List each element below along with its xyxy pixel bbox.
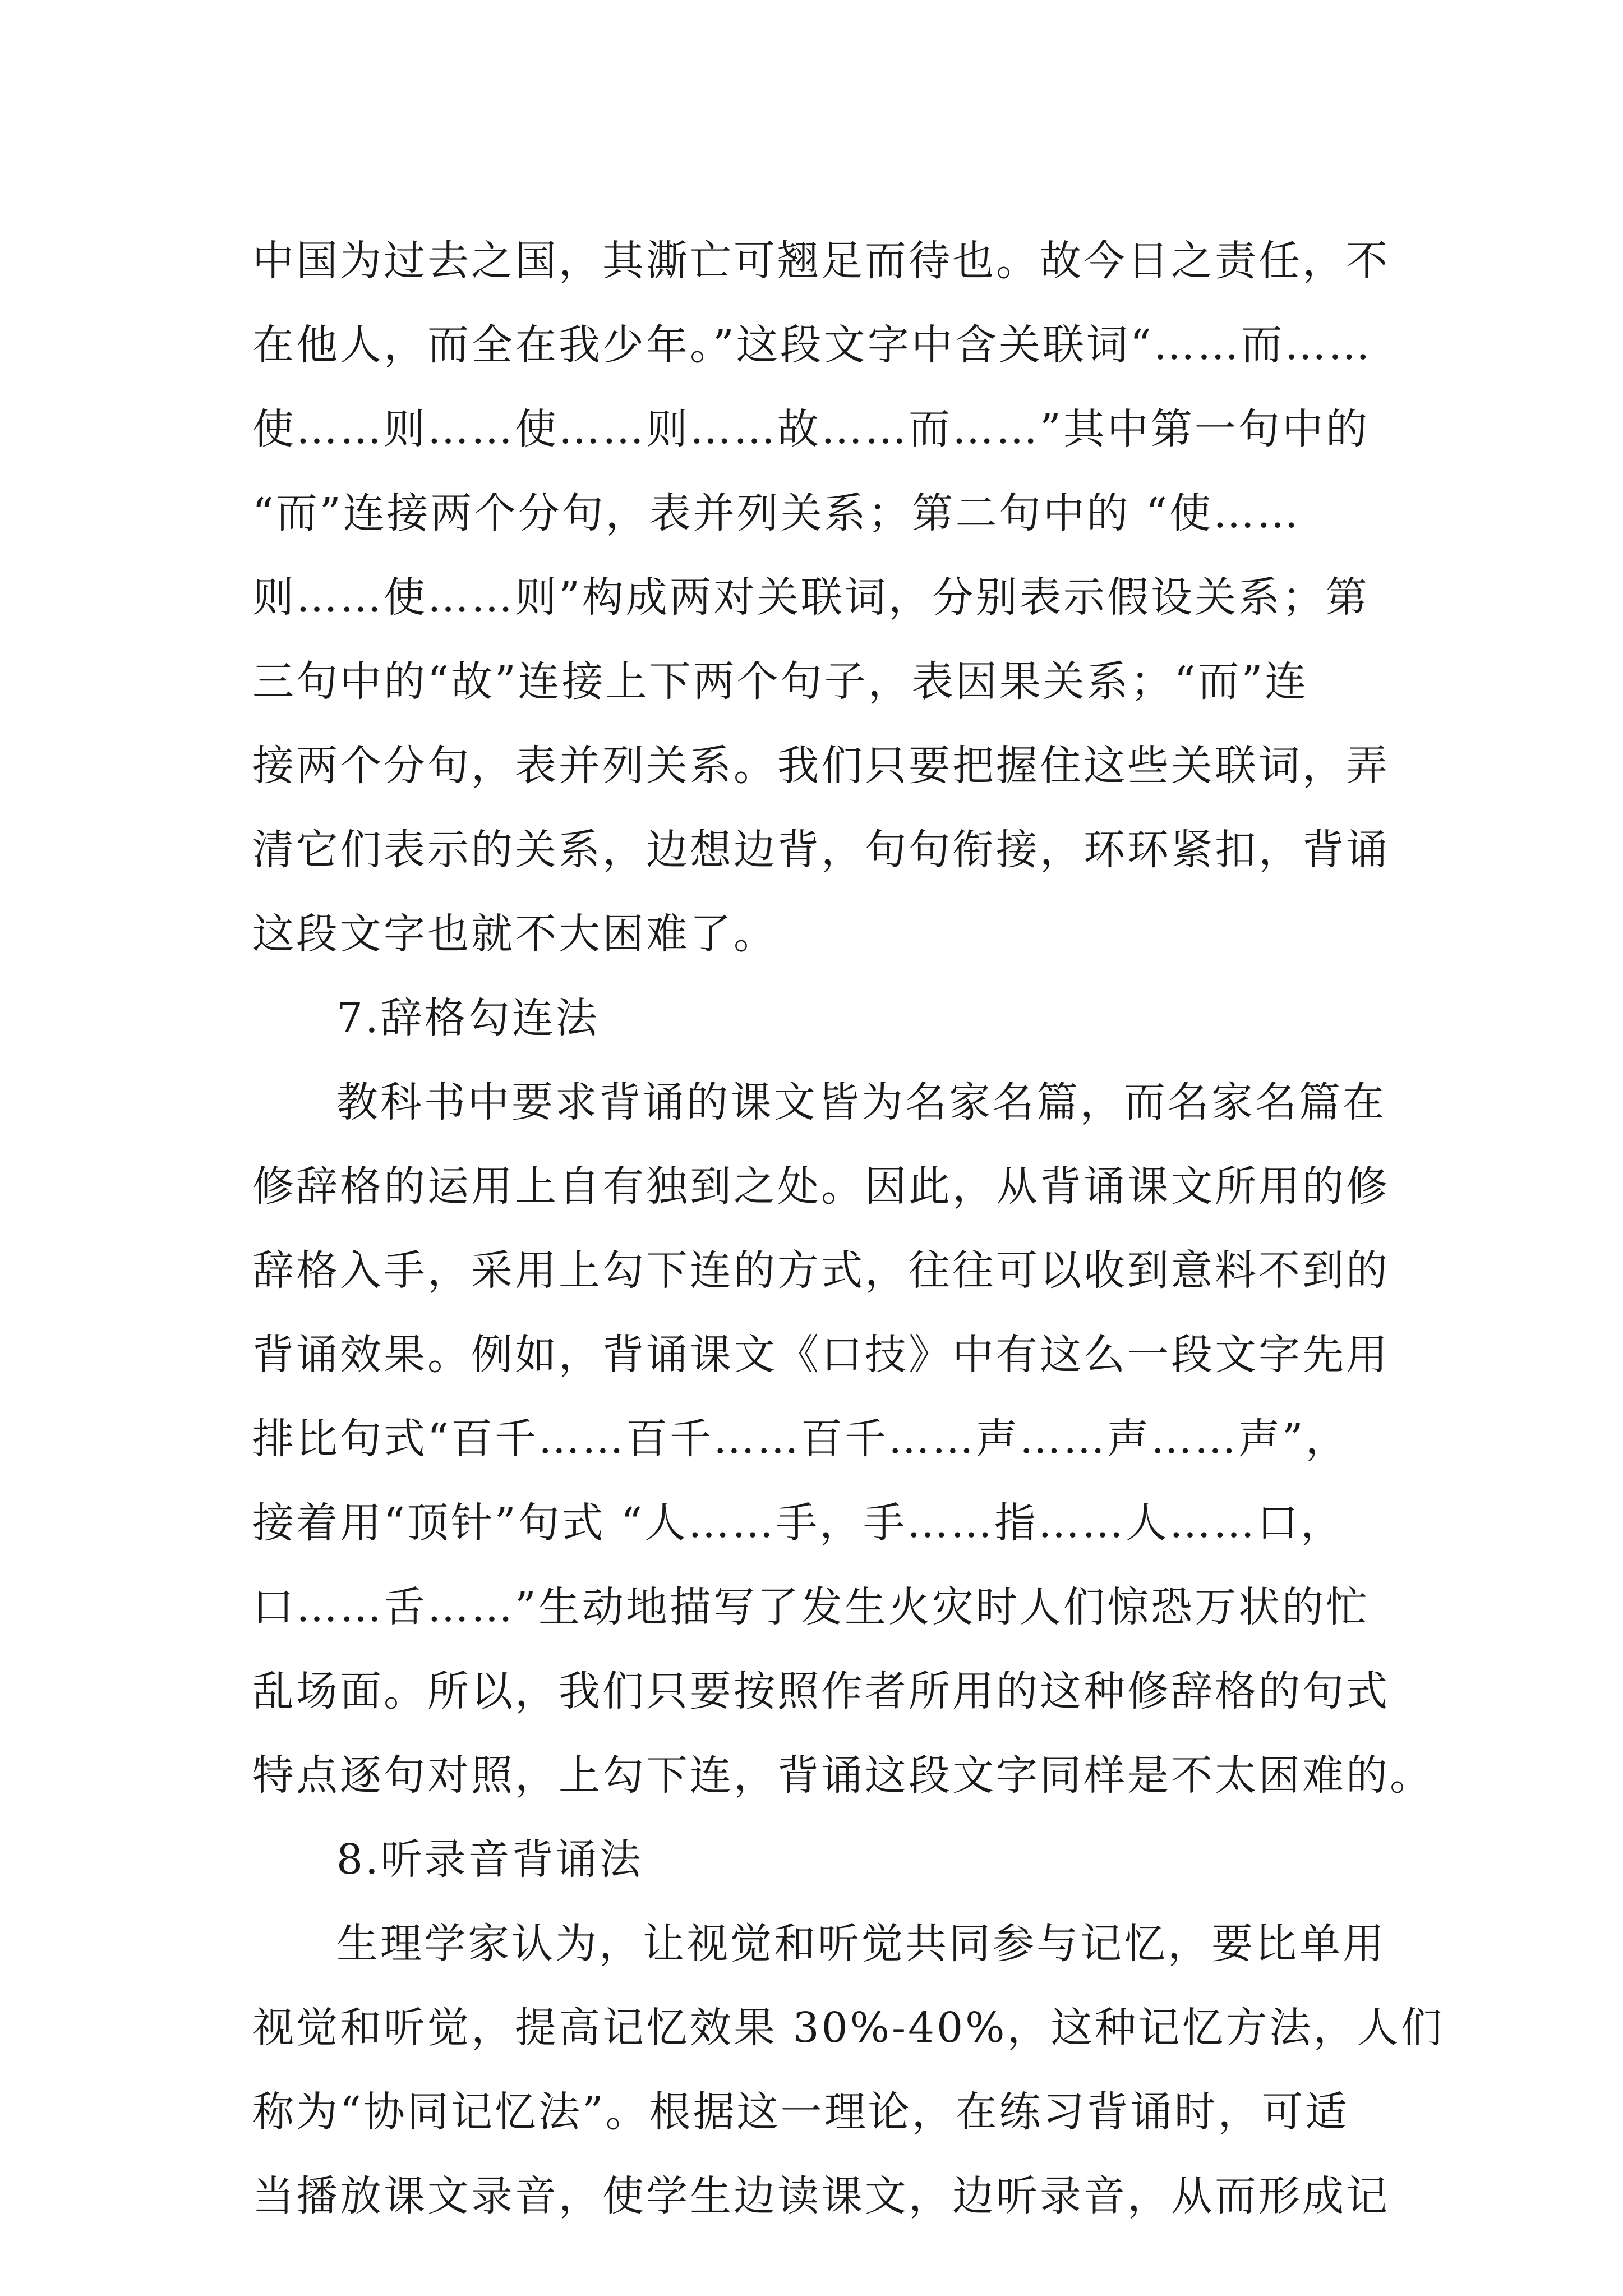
text-line: 视觉和听觉，提高记忆效果 30%-40%，这种记忆方法，人们 <box>252 2004 1445 2052</box>
text-line: 三句中的“故”连接上下两个句子，表因果关系；“而”连 <box>252 657 1309 706</box>
text-line: 接着用“顶针”句式 “人……手，手……指……人……口， <box>252 1499 1345 1547</box>
section-heading: 7.辞格勾连法 <box>336 994 600 1042</box>
text-line: 接两个分句，表并列关系。我们只要把握住这些关联词，弄 <box>252 742 1390 790</box>
text-line: 这段文字也就不大困难了。 <box>252 910 777 958</box>
body-text <box>252 219 1445 2238</box>
text-line: 背诵效果。例如，背诵课文《口技》中有这么一段文字先用 <box>252 1331 1390 1379</box>
text-line: 修辞格的运用上自有独到之处。因此，从背诵课文所用的修 <box>252 1162 1390 1211</box>
paragraph-first-line: 生理学家认为，让视觉和听觉共同参与记忆，要比单用 <box>336 1920 1386 1968</box>
text-line: 排比句式“百千……百千……百千……声……声……声”， <box>252 1415 1349 1463</box>
text-line: 清它们表示的关系，边想边背，句句衔接，环环紧扣，背诵 <box>252 826 1390 874</box>
section-heading: 8.听录音背诵法 <box>336 1835 643 1884</box>
text-line: 乱场面。所以，我们只要按照作者所用的这种修辞格的句式 <box>252 1667 1390 1715</box>
text-line: 在他人，而全在我少年。”这段文字中含关联词“……而…… <box>252 321 1372 369</box>
text-line: 当播放课文录音，使学生边读课文，边听录音，从而形成记 <box>252 2172 1390 2220</box>
text-line: 则……使……则”构成两对关联词，分别表示假设关系；第 <box>252 573 1370 622</box>
text-line: 辞格入手，采用上勾下连的方式，往往可以收到意料不到的 <box>252 1246 1390 1295</box>
paragraph-first-line: 教科书中要求背诵的课文皆为名家名篇，而名家名篇在 <box>336 1078 1386 1126</box>
text-line: 特点逐句对照，上勾下连，背诵这段文字同样是不太困难的。 <box>252 1751 1433 1800</box>
text-line: 称为“协同记忆法”。根据这一理论，在练习背诵时，可适 <box>252 2088 1349 2136</box>
text-line: 口……舌……”生动地描写了发生火灾时人们惊恐万状的忙 <box>252 1583 1370 1631</box>
text-line: “而”连接两个分句，表并列关系；第二句中的 “使…… <box>252 489 1301 537</box>
text-line: 中国为过去之国，其澌亡可翘足而待也。故今日之责任，不 <box>252 237 1390 285</box>
text-line: 使……则……使……则……故……而……”其中第一句中的 <box>252 405 1370 453</box>
